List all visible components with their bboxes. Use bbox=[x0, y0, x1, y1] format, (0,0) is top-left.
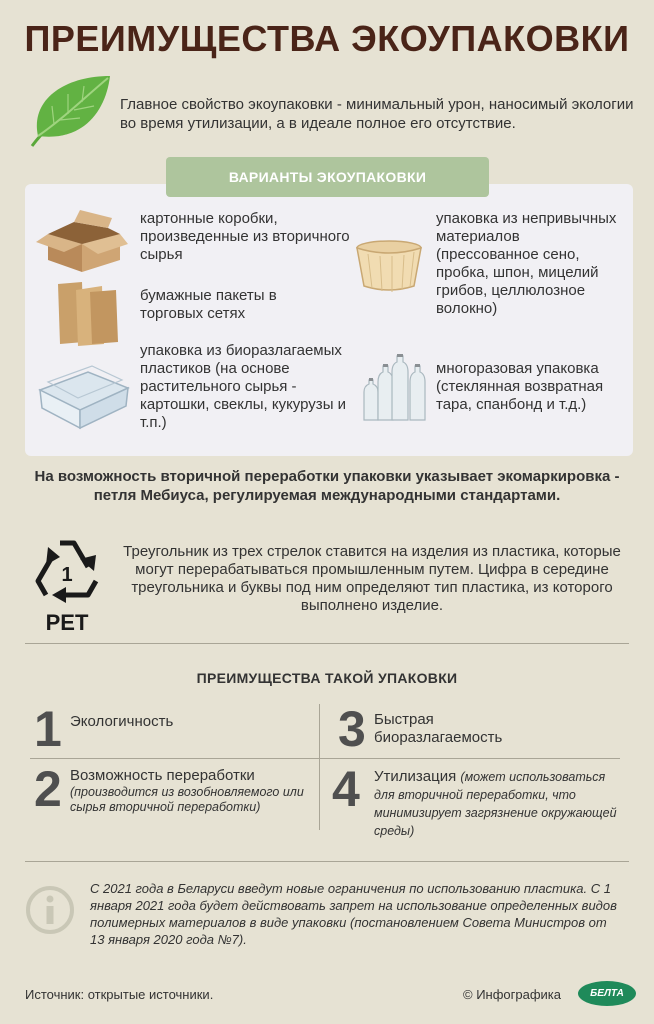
divider-top bbox=[25, 643, 629, 644]
info-note: С 2021 года в Беларуси введут новые ограничения по использованию пластика. С 1 января 2021 года будет действовать запрет на использование определенных видов полимерных материалов в виде упаковки (постановлением Совета Министров от 13 января 2020 года №7). bbox=[90, 881, 617, 947]
advantage-number-2: 2 bbox=[34, 761, 62, 817]
variant-item-bioplastic: упаковка из биоразлагаемых пластиков (на основе растительного сырья - картошки, свеклы, кукурузы и т.п.) bbox=[140, 342, 347, 431]
cardboard-box-icon bbox=[34, 208, 130, 274]
page-title: ПРЕИМУЩЕСТВА ЭКОУПАКОВКИ bbox=[24, 18, 630, 59]
advantage-title-1: Экологичность bbox=[70, 713, 174, 730]
copyright-text: © Инфографика bbox=[463, 987, 562, 1002]
info-icon bbox=[25, 885, 75, 935]
advantage-title-4-text: Утилизация bbox=[374, 768, 457, 785]
variant-item-paper-bags: бумажные пакеты в торговых сетях bbox=[140, 287, 277, 322]
advantages-vertical-divider bbox=[319, 704, 320, 830]
green-leaf-icon bbox=[24, 70, 114, 150]
advantage-item-3 bbox=[374, 711, 524, 747]
intro-text: Главное свойство экоупаковки - минимальный урон, наносимый экологии во время утилизации, а в идеале полное его отсутствие. bbox=[120, 96, 634, 132]
recycling-arrows-icon bbox=[30, 535, 104, 603]
paper-bag-icon bbox=[54, 276, 120, 346]
advantage-number-3: 3 bbox=[338, 701, 366, 757]
advantages-heading: ПРЕИМУЩЕСТВА ТАКОЙ УПАКОВКИ bbox=[196, 670, 458, 686]
variant-item-cardboard: картонные коробки, произведенные из вторичного сырья bbox=[140, 210, 350, 263]
recycling-triangle bbox=[30, 535, 104, 635]
plastic-code-number: 1 bbox=[61, 564, 73, 586]
advantage-note-2: (производится из возобновляемого или сырья вторичной переработки) bbox=[70, 785, 304, 814]
advantage-item-2 bbox=[70, 767, 315, 815]
advantage-note-4: (может использоваться для вторичной переработки, что минимизирует загрязнение окружающей среды) bbox=[374, 770, 617, 838]
advantage-item-1 bbox=[70, 713, 310, 731]
advantage-title-3: Быстрая биоразлагаемость bbox=[374, 711, 503, 746]
advantage-title-4 bbox=[374, 768, 629, 840]
variant-item-unusual-materials: упаковка из непривычных материалов (прессованное сено, пробка, шпон, мицелий грибов, целлюлозное волокно) bbox=[436, 210, 617, 317]
advantage-title-2: Возможность переработки bbox=[70, 767, 255, 784]
advantage-number-1: 1 bbox=[34, 701, 62, 757]
wooden-basket-icon bbox=[354, 238, 424, 294]
source-text: Источник: открытые источники. bbox=[25, 987, 214, 1002]
advantage-item-4 bbox=[374, 768, 629, 840]
advantages-horizontal-divider bbox=[30, 758, 620, 759]
plastic-code-label: PET bbox=[45, 610, 89, 635]
mobius-note: На возможность вторичной переработки упаковки указывает экомаркировка - петля Мебиуса, регулируемая международными стандартами. bbox=[34, 468, 620, 504]
belta-logo: БЕЛТА bbox=[578, 981, 636, 1006]
advantage-number-4: 4 bbox=[332, 761, 360, 817]
glass-bottles-icon bbox=[360, 352, 430, 424]
divider-bottom bbox=[25, 861, 629, 862]
variants-heading: ВАРИАНТЫ ЭКОУПАКОВКИ bbox=[166, 157, 489, 197]
triangle-description: Треугольник из трех стрелок ставится на изделия из пластика, которые могут перерабатываться промышленным путем. Цифра в середине треугольника и буквы под ним определяют тип пластика, из которого выполнено изделие. bbox=[123, 543, 621, 614]
variant-item-reusable: многоразовая упаковка (стеклянная возвратная тара, спанбонд и т.д.) bbox=[436, 360, 604, 413]
plastic-container-icon bbox=[36, 360, 130, 432]
